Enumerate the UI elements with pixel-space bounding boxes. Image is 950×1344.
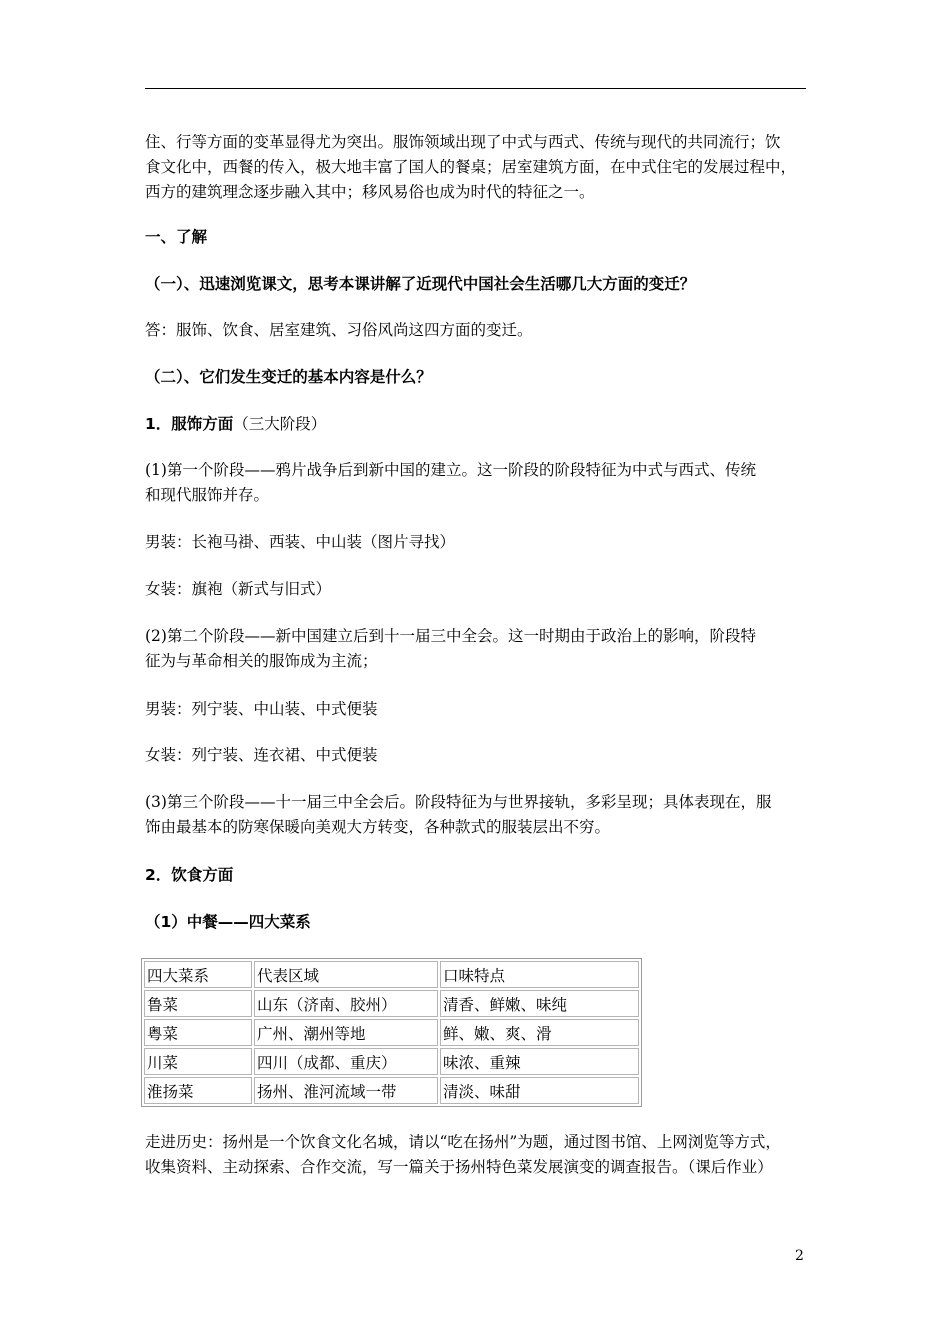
intro-line-2: 食文化中，西餐的传入，极大地丰富了国人的餐桌；居室建筑方面，在中式住宅的发展过程中， xyxy=(145,158,797,176)
clothing-heading-note: （三大阶段） xyxy=(233,415,327,433)
page-number: 2 xyxy=(795,1248,804,1264)
table-row xyxy=(144,1019,639,1046)
cuisine-table xyxy=(141,958,642,1107)
stage1-men: 男装：长袍马褂、西装、中山装（图片寻找） xyxy=(145,533,456,551)
history-line-2: 收集资料、主动探索、合作交流，写一篇关于扬州特色菜发展演变的调查报告。（课后作业） xyxy=(145,1158,773,1176)
stage2-women: 女装：列宁装、连衣裙、中式便装 xyxy=(145,746,378,764)
table-header-row xyxy=(144,961,639,988)
table-cell: 味浓、重辣 xyxy=(440,1048,639,1075)
table-row xyxy=(144,1048,639,1075)
stage3-line-1: (3)第三个阶段——十一届三中全会后。阶段特征为与世界接轨，多彩呈现；具体表现在，服 xyxy=(145,793,772,811)
question-1: （一）、迅速浏览课文，思考本课讲解了近现代中国社会生活哪几大方面的变迁？ xyxy=(145,275,696,293)
stage2-men: 男装：列宁装、中山装、中式便装 xyxy=(145,700,378,718)
table-cell: 淮扬菜 xyxy=(144,1077,252,1104)
table-row xyxy=(144,1077,639,1104)
section-heading: 一、了解 xyxy=(145,228,208,246)
table-cell: 粤菜 xyxy=(144,1019,252,1046)
header-rule xyxy=(145,88,806,89)
table-header-cell: 口味特点 xyxy=(440,961,639,988)
food-subheading: （1）中餐——四大菜系 xyxy=(145,913,311,931)
stage1-women: 女装：旗袍（新式与旧式） xyxy=(145,580,332,598)
table-cell: 扬州、淮河流域一带 xyxy=(254,1077,438,1104)
table-cell: 川菜 xyxy=(144,1048,252,1075)
stage2-line-1: (2)第二个阶段——新中国建立后到十一届三中全会。这一时期由于政治上的影响，阶段特 xyxy=(145,627,756,645)
table-cell: 鲜、嫩、爽、滑 xyxy=(440,1019,639,1046)
table-cell: 清淡、味甜 xyxy=(440,1077,639,1104)
table-header-cell: 四大菜系 xyxy=(144,961,252,988)
stage1-line-2: 和现代服饰并存。 xyxy=(145,486,270,504)
intro-line-3: 西方的建筑理念逐步融入其中；移风易俗也成为时代的特征之一。 xyxy=(145,183,595,201)
clothing-heading: 1．服饰方面 xyxy=(145,415,234,433)
table-cell: 清香、鲜嫩、味纯 xyxy=(440,990,639,1017)
answer-1: 答：服饰、饮食、居室建筑、习俗风尚这四方面的变迁。 xyxy=(145,321,533,339)
stage3-line-2: 饰由最基本的防寒保暖向美观大方转变，各种款式的服装层出不穷。 xyxy=(145,818,611,836)
stage1-line-1: (1)第一个阶段——鸦片战争后到新中国的建立。这一阶段的阶段特征为中式与西式、传统 xyxy=(145,461,756,479)
table-cell: 四川（成都、重庆） xyxy=(254,1048,438,1075)
table-cell: 鲁菜 xyxy=(144,990,252,1017)
history-line-1: 走进历史：扬州是一个饮食文化名城，请以“吃在扬州”为题，通过图书馆、上网浏览等方式， xyxy=(145,1133,781,1151)
table-cell: 山东（济南、胶州） xyxy=(254,990,438,1017)
food-heading: 2．饮食方面 xyxy=(145,866,234,884)
table-header-cell: 代表区域 xyxy=(254,961,438,988)
stage2-line-2: 征为与革命相关的服饰成为主流； xyxy=(145,652,378,670)
clothing-heading-line xyxy=(145,412,810,437)
table-cell: 广州、潮州等地 xyxy=(254,1019,438,1046)
question-2: （二）、它们发生变迁的基本内容是什么？ xyxy=(145,368,432,386)
intro-line-1: 住、行等方面的变革显得尤为突出。服饰领域出现了中式与西式、传统与现代的共同流行；饮 xyxy=(145,133,781,151)
table-row xyxy=(144,990,639,1017)
